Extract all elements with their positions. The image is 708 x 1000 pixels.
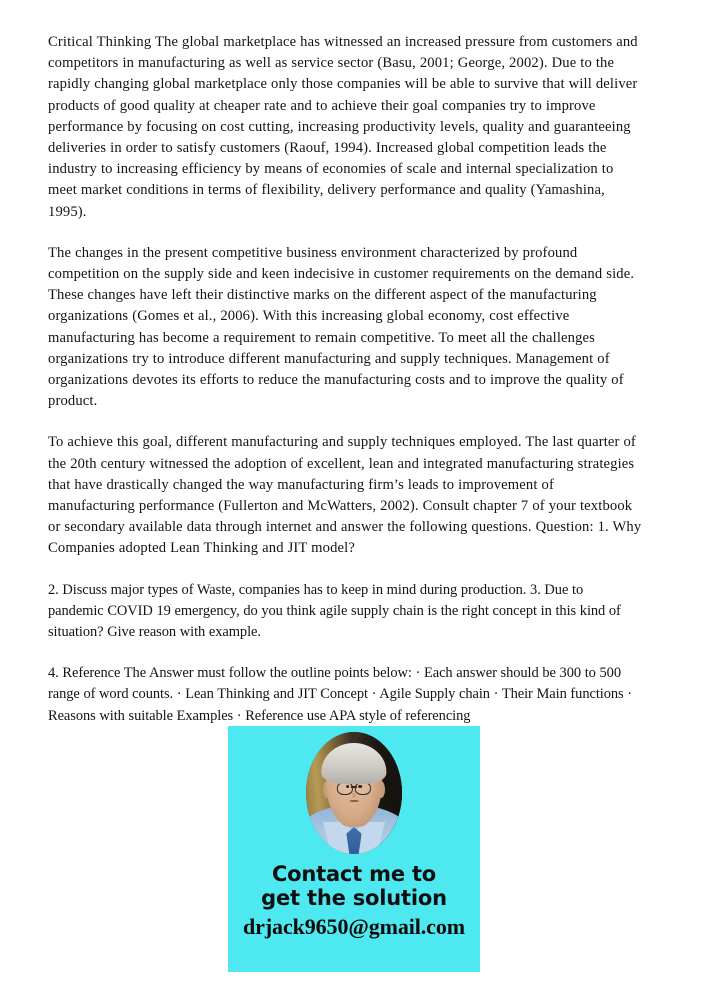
paragraph-3: To achieve this goal, different manufacturing and supply techniques employed. The last quarter of the 20th century witnessed the adoption of excellent, lean and integrated manufacturing strategies that have drastically changed the way manufacturing firm’s leads to improvement of manufacturing performance (Fullerton and McWatters, 2002). Consult chapter 7 of your textbook or secondary available data through internet and answer the following questions. Question: 1. Why Companies adopted Lean Thinking and JIT model? (48, 434, 642, 557)
paragraph-2: The changes in the present competitive business environment characterized by profound competition on the supply side and keen indecisive in customer requirements on the demand side. These changes have left their distinctive marks on the different aspect of the manufacturing organizations (Gomes et al., 2006). With this increasing global economy, cost effective manufacturing has become a requirement to remain competitive. To meet all the challenges organizations try to introduce different manufacturing and supply techniques. Management of organizations devotes its efforts to reduce the manufacturing costs and to improve the quality of product. (48, 244, 635, 410)
paragraph-4: 2. Discuss major types of Waste, companies has to keep in mind during production. 3. Due to pandemic COVID 19 emergency, do you think agile supply chain is the right concept in this kind of situation? Give reason with example. (48, 581, 621, 641)
portrait-mouth (350, 800, 359, 802)
paragraph-5: 4. Reference The Answer must follow the outline points below: · Each answer should be 300 to 500 range of word counts. · Lean Thinking and JIT Concept · Agile Supply chain · Their Main functions · Reasons with suitable Examples · Reference use APA style of referencing (48, 665, 633, 724)
paragraph-1: Critical Thinking The global marketplace has witnessed an increased pressure from customers and competitors in manufacturing as well as service sector (Basu, 2001; George, 2002). Due to the rapidly changing global marketplace only those companies will be able to survive that will deliver products of good quality at cheaper rate and to achieve their goal companies try to improve performance by focusing on cost cutting, increasing productivity levels, quality and guaranteeing deliveries in order to satisfy customers (Raouf, 1994). Increased global competition leads the industry to increasing efficiency by means of economies of scale and internal specialization to meet market conditions in terms of flexibility, delivery performance and quality (Yamashina, 1995). (48, 34, 638, 220)
contact-email[interactable]: drjack9650@gmail.com (243, 914, 465, 939)
portrait-eye-right (358, 785, 361, 788)
document-body (48, 32, 644, 727)
portrait-avatar (306, 732, 402, 854)
contact-headline-line-1: Contact me to (271, 862, 437, 886)
portrait-nose (352, 789, 356, 798)
portrait-eye-left (346, 785, 349, 788)
portrait-hair (321, 743, 386, 784)
eyeglass-bridge (351, 786, 357, 788)
contact-headline-line-2: get the solution (261, 886, 447, 910)
contact-card (228, 726, 480, 972)
portrait-photo (306, 732, 402, 854)
